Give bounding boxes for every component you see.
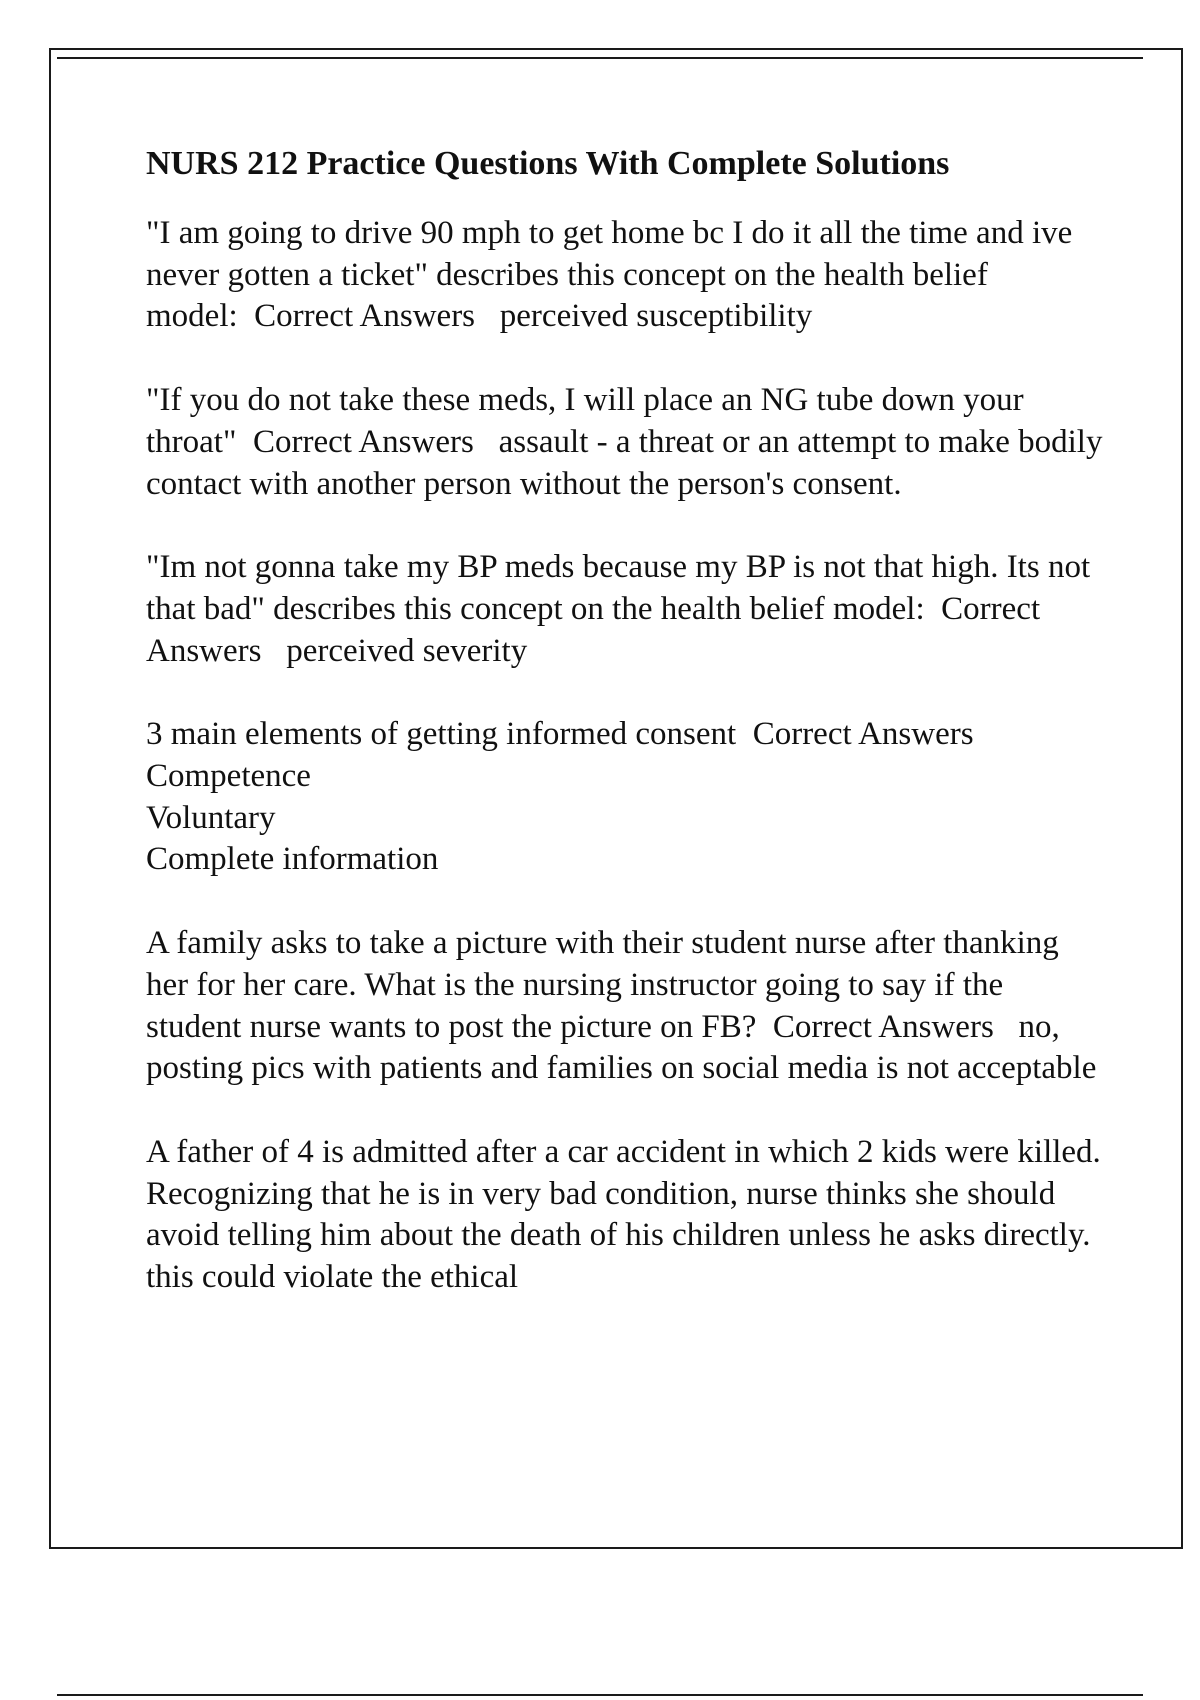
answer-label: Correct Answers (752, 716, 974, 753)
answer-text: no, posting pics with patients and families on social media is not acceptable (146, 1008, 1097, 1087)
answer-label: Correct Answers (146, 590, 1047, 669)
qa-item-6 (146, 1132, 1110, 1299)
question-text: A family asks to take a picture with their student nurse after thanking her for her care. What is the nursing instructor going to say if the student nurse wants to post the picture on FB? (146, 925, 1068, 1045)
answer-label: Correct Answers (252, 423, 474, 460)
qa-item-1 (146, 213, 1106, 338)
qa-item-5 (146, 923, 1106, 1090)
document-title: NURS 212 Practice Questions With Complete Solutions (146, 145, 950, 182)
answer-text: perceived severity (286, 632, 528, 669)
answer-line: Voluntary (146, 799, 276, 836)
bottom-rule (57, 1694, 1143, 1696)
answer-label: Correct Answers (254, 298, 476, 335)
document-body (146, 143, 1111, 1341)
qa-item-2 (146, 380, 1111, 505)
question-text: "I am going to drive 90 mph to get home bc I do it all the time and ive never gotten a ticket" describes this concept on the health belief model: (146, 215, 1081, 335)
question-text: "If you do not take these meds, I will place an NG tube down your throat" (146, 382, 1032, 460)
qa-item-3 (146, 547, 1106, 672)
answer-text: assault - a threat or an attempt to make bodily contact with another person without the person's consent. (146, 423, 1111, 502)
answer-label: Correct Answers (772, 1008, 994, 1045)
question-text: 3 main elements of getting informed consent (146, 716, 737, 753)
question-text: A father of 4 is admitted after a car accident in which 2 kids were killed. Recognizing that he is in very bad condition, nurse thinks she should avoid telling him about the death of his children unless he asks directly. this could violate the ethical (146, 1133, 1110, 1296)
question-text: "Im not gonna take my BP meds because my BP is not that high. Its not that bad" describes this concept on the health belief model: (146, 549, 1099, 627)
qa-item-4 (146, 714, 1106, 881)
answer-line: Complete information (146, 841, 439, 878)
answer-line: Competence (146, 758, 311, 795)
answer-text: perceived susceptibility (499, 298, 813, 335)
